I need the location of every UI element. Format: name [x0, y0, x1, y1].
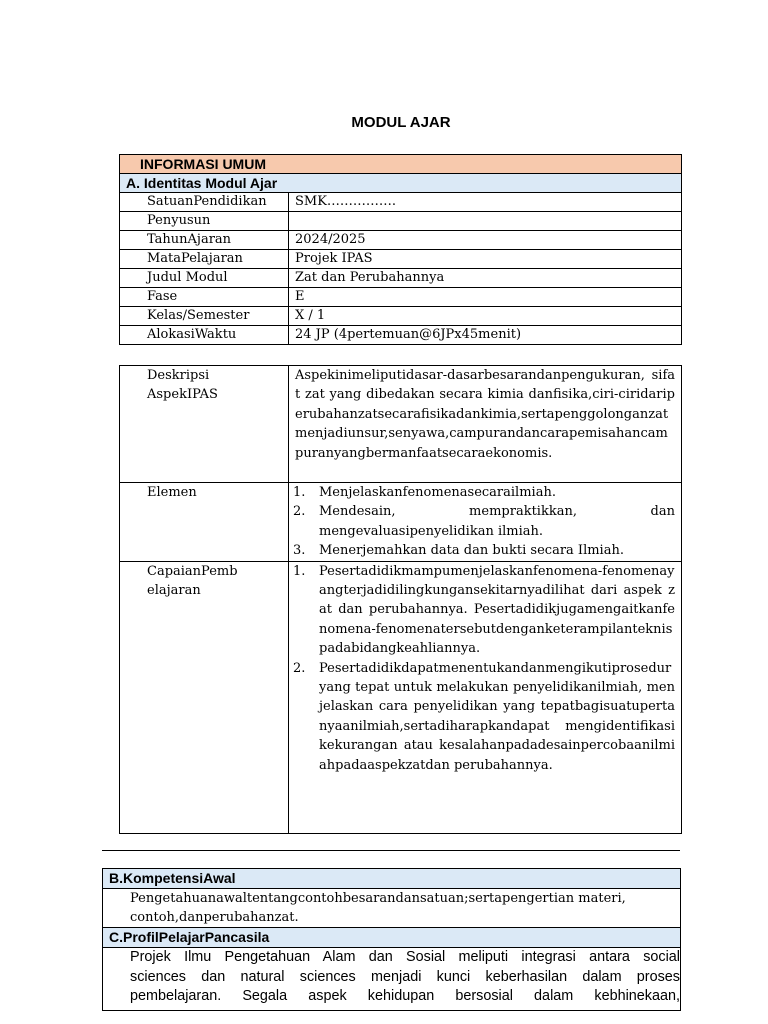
row-label: Penyusun — [120, 212, 289, 231]
informasi-umum-header: INFORMASI UMUM — [120, 155, 682, 174]
row-value: 24 JP (4pertemuan@6JPx45menit) — [289, 326, 682, 345]
document-title: MODUL AJAR — [351, 114, 451, 131]
aspek-table — [119, 365, 682, 834]
row-value: E — [289, 288, 682, 307]
row-label: AlokasiWaktu — [120, 326, 289, 345]
kompetensi-profil-table — [102, 868, 681, 1011]
kompetensi-awal-header: B.KompetensiAwal — [103, 869, 681, 889]
row-label: TahunAjaran — [120, 231, 289, 250]
deskripsi-text: Aspekinimeliputidasar-dasarbesarandanpengukuran, sifat zat yang dibedakan secara kimia danfisika,ciri-ciridariperubahanzatsecarafisikadankimia,sertapenggolonganzatmenjadiunsur,senyawa,campurandancarapemisahancampuranyangbermanfaatsecaraekonomis. — [289, 366, 682, 483]
capaian-row — [120, 561, 682, 833]
row-value: SMK……………. — [289, 193, 682, 212]
identitas-section-header: A. Identitas Modul Ajar — [120, 174, 682, 193]
table-row — [120, 326, 682, 345]
row-label: SatuanPendidikan — [120, 193, 289, 212]
table-row — [120, 288, 682, 307]
row-label: Judul Modul — [120, 269, 289, 288]
table-row — [120, 231, 682, 250]
list-item: 3. Menerjemahkan data dan bukti secara Ilmiah. — [293, 543, 624, 559]
elemen-row — [120, 483, 682, 562]
list-item: 2. Pesertadidikdapatmenentukandanmengikutiprosedur yang tepat untuk melakukan penyelidikanilmiah, menjelaskan cara penyelidikan yang tepatbagisuatupertanyaanilmiah,sertadiharapkandapat mengidentifikasi kekurangan atau kesalahanpadadesainpercobaanilmiahpadaaspekzatdan perubahannya. — [293, 660, 675, 773]
horizontal-divider — [102, 850, 680, 851]
deskripsi-label: Deskripsi — [147, 368, 210, 383]
profil-pelajar-text: Projek Ilmu Pengetahuan Alam dan Sosial meliputi integrasi antara social sciences dan natural sciences menjadi kunci keberhasilan dalam proses pembelajaran. Segala aspek kehidupan bersosial dalam kebhinekaan, — [103, 948, 681, 1011]
list-item: 1. Menjelaskanfenomenasecarailmiah. — [293, 485, 556, 500]
row-label: MataPelajaran — [120, 250, 289, 269]
elemen-label: Elemen — [120, 483, 289, 562]
capaian-label: CapaianPemb — [147, 563, 238, 579]
aspek-ipas-label: AspekIPAS — [147, 387, 218, 403]
elemen-list — [293, 483, 675, 561]
row-value: Zat dan Perubahannya — [289, 269, 682, 288]
deskripsi-row — [120, 366, 682, 483]
table-row — [120, 250, 682, 269]
row-value: X / 1 — [289, 307, 682, 326]
row-label: Fase — [120, 288, 289, 307]
row-value: 2024/2025 — [289, 231, 682, 250]
list-item: 1. Pesertadidikmampumenjelaskanfenomena-fenomenayangterjadidilingkungansekitarnyadilihat dari aspek zat dan perubahannya. Pesertadidikjugamengaitkanfenomena-fenomenatersebutdenganketerampilanteknispadabidangkeahliannya. — [293, 563, 675, 657]
capaian-list — [293, 562, 675, 775]
row-label: Kelas/Semester — [120, 307, 289, 326]
profil-pelajar-header: C.ProfilPelajarPancasila — [103, 928, 681, 948]
capaian-label-2: elajaran — [147, 583, 201, 599]
row-value — [289, 212, 682, 231]
table-row — [120, 212, 682, 231]
list-item: 2. Mendesain, mempraktikkan, dan mengevaluasipenyelidikan ilmiah. — [293, 504, 675, 539]
table-row — [120, 193, 682, 212]
identitas-table — [119, 154, 682, 345]
row-value: Projek IPAS — [289, 250, 682, 269]
table-row — [120, 307, 682, 326]
table-row — [120, 269, 682, 288]
kompetensi-awal-text: Pengetahuanawaltentangcontohbesarandansatuan;sertapengertian materi, contoh,danperubahanzat. — [103, 889, 681, 928]
